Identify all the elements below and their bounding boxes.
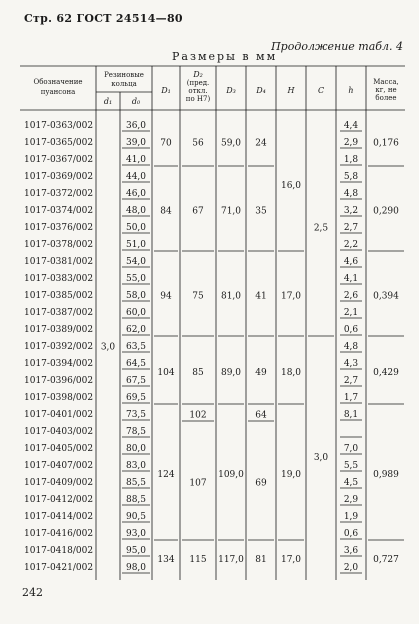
D2-value: 75 (192, 291, 204, 302)
row-h: 4,6 (343, 257, 359, 267)
row-code: 1017-0414/002 (24, 512, 94, 522)
D4-value: 24 (255, 138, 267, 149)
C-header: C (317, 86, 325, 95)
D2-header-4: по H7) (185, 95, 211, 103)
row-d0: 41,0 (125, 155, 147, 165)
D2-value: 115 (189, 555, 207, 565)
row-code: 1017-0374/002 (24, 206, 94, 216)
designation-header-2: пуансона (40, 88, 76, 96)
row-code: 1017-0407/002 (24, 461, 94, 471)
D2-value: 56 (192, 138, 204, 149)
D3-value: 81,0 (220, 291, 242, 302)
row-h: 1,7 (343, 393, 359, 403)
mass-value: 0,290 (373, 206, 399, 217)
D1-value: 104 (157, 368, 175, 378)
row-code: 1017-0369/002 (24, 172, 94, 182)
D1-value: 124 (157, 470, 175, 480)
row-d0: 51,0 (125, 240, 147, 250)
C-value: 3,0 (313, 453, 329, 463)
row-d0: 85,5 (125, 478, 147, 488)
row-code: 1017-0392/002 (24, 342, 94, 352)
D3-value: 59,0 (220, 138, 242, 149)
D2-header-1: D₂ (193, 70, 203, 79)
row-code: 1017-0401/002 (24, 410, 94, 420)
D1-value: 94 (160, 291, 172, 302)
rings-header-2: кольца (111, 80, 137, 88)
H-header: H (287, 86, 295, 95)
row-h: 4,3 (343, 359, 359, 369)
D4-value: 35 (255, 206, 267, 217)
row-code: 1017-0418/002 (24, 546, 94, 556)
row-d0: 46,0 (125, 189, 147, 199)
D3-value: 89,0 (220, 368, 242, 378)
row-code: 1017-0416/002 (24, 529, 94, 539)
page-header: Стр. 62 ГОСТ 24514—80 (24, 12, 183, 25)
D1-value: 134 (157, 555, 175, 565)
d0-header: d₀ (131, 97, 141, 106)
row-h: 4,8 (343, 189, 359, 199)
D4-value: 41 (255, 291, 267, 302)
row-h: 4,5 (343, 478, 359, 488)
row-d0: 83,0 (125, 461, 147, 471)
row-h: 2,7 (343, 376, 359, 386)
row-d0: 36,0 (125, 121, 147, 131)
row-h: 3,2 (343, 206, 359, 216)
row-code: 1017-0363/002 (24, 121, 94, 131)
row-code: 1017-0383/002 (24, 274, 94, 284)
D1-header: D₁ (161, 86, 171, 95)
D3-header: D₃ (226, 86, 236, 95)
row-h: 4,1 (343, 274, 359, 284)
row-h: 0,6 (343, 529, 359, 539)
D4-value: 81 (255, 555, 267, 565)
row-h: 4,4 (343, 121, 359, 131)
row-d0: 73,5 (125, 410, 147, 420)
H-value: 16,0 (280, 181, 302, 191)
row-h: 2,2 (343, 240, 359, 250)
row-d0: 60,0 (125, 308, 147, 318)
row-code: 1017-0365/002 (24, 138, 94, 148)
D4-header: D₄ (256, 86, 266, 95)
D3-value: 71,0 (220, 206, 242, 217)
D2-value: 67 (192, 206, 204, 217)
row-d0: 98,0 (125, 563, 147, 573)
row-d0: 88,5 (125, 495, 147, 505)
row-code: 1017-0372/002 (24, 189, 94, 199)
row-code: 1017-0387/002 (24, 308, 94, 318)
row-d0: 50,0 (125, 223, 147, 233)
row-d0: 48,0 (125, 206, 147, 216)
row-h: 0,6 (343, 325, 359, 335)
mass-value: 0,989 (373, 470, 399, 480)
row-h: 4,8 (343, 342, 359, 352)
row-code: 1017-0396/002 (24, 376, 94, 386)
row-h: 2,1 (343, 308, 359, 318)
table-rows (24, 121, 362, 573)
mass-value: 0,429 (373, 368, 399, 378)
D4-value: 64 (255, 410, 267, 421)
D1-value: 84 (160, 206, 172, 217)
row-d0: 58,0 (125, 291, 147, 301)
row-d0: 62,0 (125, 325, 147, 335)
D1-value: 70 (160, 138, 172, 149)
D2-value: 107 (189, 478, 207, 489)
row-code: 1017-0376/002 (24, 223, 94, 233)
row-h: 8,1 (343, 410, 359, 420)
row-d0: 90,5 (125, 512, 147, 522)
row-d0: 39,0 (125, 138, 147, 148)
row-d0: 78,5 (125, 427, 147, 437)
row-code: 1017-0389/002 (24, 325, 94, 335)
rings-header-1: Резиновые (104, 71, 144, 79)
row-h: 2,6 (343, 291, 359, 301)
D3-value: 117,0 (218, 555, 244, 565)
row-d0: 69,5 (125, 393, 147, 403)
row-h: 2,9 (343, 138, 359, 148)
row-d0: 44,0 (125, 172, 147, 182)
h-header: h (348, 86, 354, 95)
row-h: 3,6 (343, 546, 359, 556)
row-code: 1017-0412/002 (24, 495, 94, 505)
row-h: 5,8 (343, 172, 359, 182)
row-d0: 55,0 (125, 274, 147, 284)
row-h: 7,0 (343, 444, 359, 454)
H-value: 18,0 (280, 368, 302, 378)
D4-value: 49 (255, 368, 267, 378)
sizes-caption: Размеры в мм (172, 50, 278, 63)
row-code: 1017-0403/002 (24, 427, 94, 437)
row-h: 2,0 (343, 563, 359, 573)
row-code: 1017-0405/002 (24, 444, 94, 454)
d1-value: 3,0 (100, 342, 116, 353)
page-number: 242 (22, 586, 43, 599)
mass-value: 0,394 (373, 291, 399, 302)
D2-header-3: откл. (188, 87, 208, 95)
row-code: 1017-0421/002 (24, 563, 94, 573)
row-d0: 80,0 (125, 444, 147, 454)
row-h: 2,7 (343, 223, 359, 233)
row-d0: 64,5 (125, 359, 147, 369)
row-h: 2,9 (343, 495, 359, 505)
row-d0: 67,5 (125, 376, 147, 386)
D2-value: 85 (192, 368, 204, 378)
row-d0: 54,0 (125, 257, 147, 267)
d1-header: d₁ (103, 97, 113, 106)
row-code: 1017-0409/002 (24, 478, 94, 488)
row-d0: 63,5 (125, 342, 147, 352)
row-code: 1017-0367/002 (24, 155, 94, 165)
H-value: 19,0 (280, 470, 302, 480)
row-d0: 93,0 (125, 529, 147, 539)
row-code: 1017-0398/002 (24, 393, 94, 403)
continuation-label: Продолжение табл. 4 (271, 40, 403, 53)
mass-header-1: Масса, (373, 78, 399, 86)
row-code: 1017-0378/002 (24, 240, 94, 250)
row-code: 1017-0385/002 (24, 291, 94, 301)
mass-header-3: более (375, 94, 397, 102)
C-value: 2,5 (313, 223, 329, 234)
D3-value: 109,0 (218, 470, 244, 480)
row-h: 1,8 (343, 155, 359, 165)
D2-value: 102 (189, 410, 207, 421)
row-code: 1017-0381/002 (24, 257, 94, 267)
row-h: 5,5 (343, 461, 359, 471)
designation-header-1: Обозначение (33, 78, 83, 86)
row-h: 1,9 (343, 512, 359, 522)
D4-value: 69 (255, 478, 267, 489)
mass-value: 0,727 (373, 555, 399, 565)
row-code: 1017-0394/002 (24, 359, 94, 369)
H-value: 17,0 (280, 291, 302, 302)
mass-header-2: кг, не (375, 86, 397, 94)
mass-value: 0,176 (373, 138, 399, 149)
D2-header-2: (пред. (186, 79, 210, 87)
row-d0: 95,0 (125, 546, 147, 556)
H-value: 17,0 (280, 555, 302, 565)
